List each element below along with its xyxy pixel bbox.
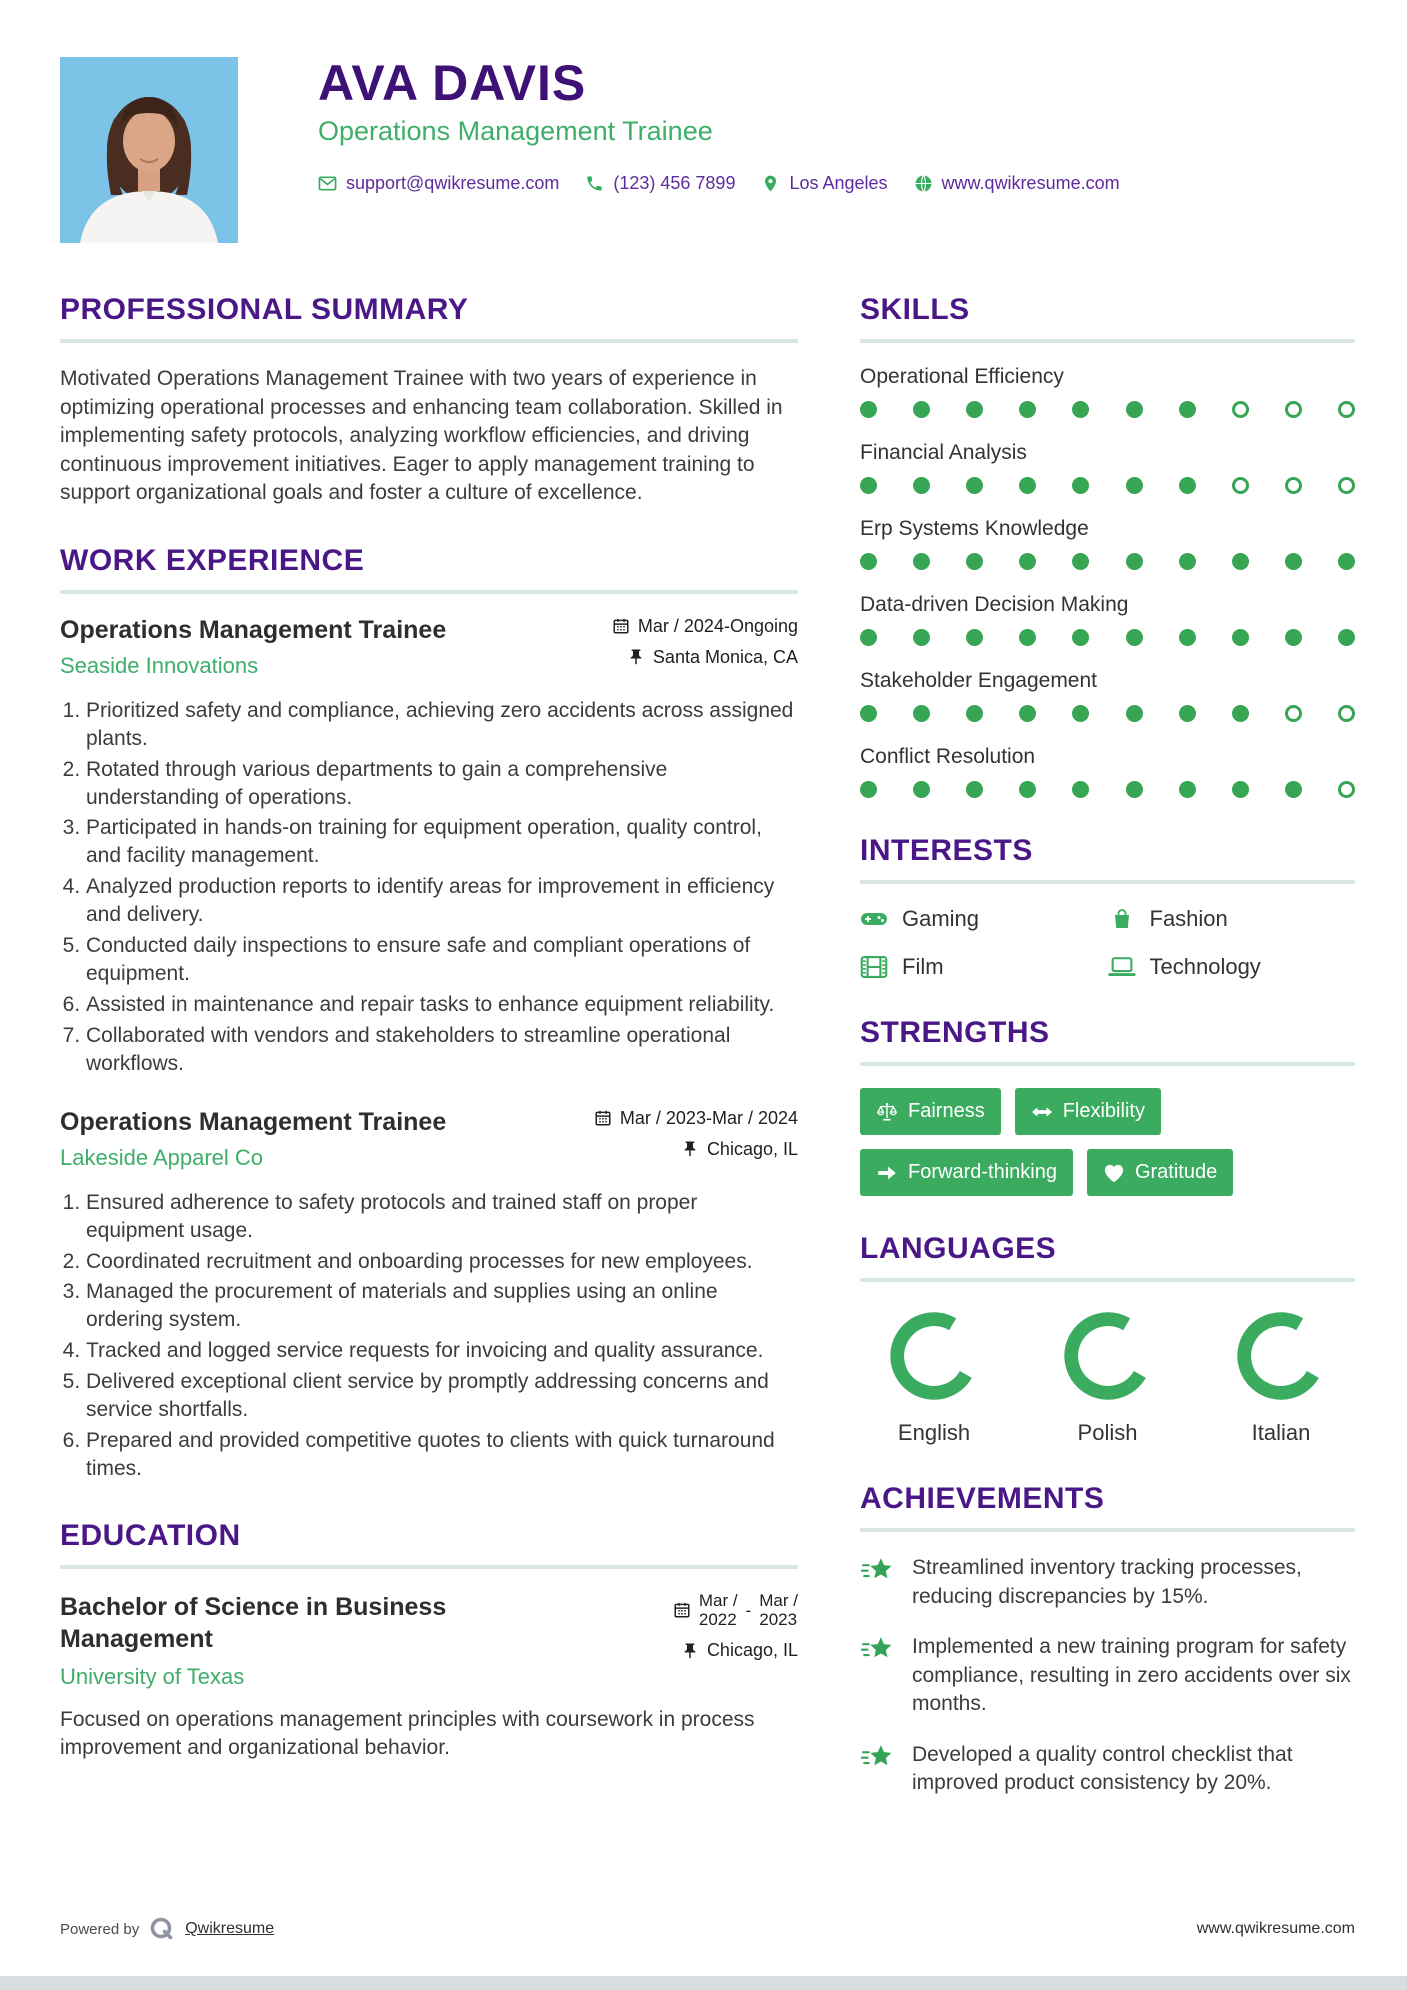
laptop-icon (1108, 955, 1136, 979)
gamepad-icon (860, 907, 888, 931)
job-bullets (60, 697, 798, 1078)
left-column (60, 293, 798, 1834)
job-location: Santa Monica, CA (652, 646, 798, 667)
rating-dot-filled (913, 781, 930, 798)
rating-dot-filled (1072, 705, 1089, 722)
languages-list (860, 1304, 1355, 1446)
skill-name: Operational Efficiency (860, 365, 1064, 388)
skill-name: Conflict Resolution (860, 745, 1036, 768)
rating-dot-filled (1019, 553, 1036, 570)
skill-rating (860, 401, 1355, 418)
job-entry (60, 616, 798, 1078)
job-bullet: 5. Conducted daily inspections to ensure safe and compliant operations of equipment. (86, 932, 798, 988)
bottom-strip (0, 1976, 1407, 1990)
achievement-text: Implemented a new training program for safety compliance, resulting in zero accidents over six months. (912, 1635, 1351, 1716)
rating-dot-filled (1126, 629, 1143, 646)
contact-phone (585, 173, 735, 194)
rating-dot-filled (1232, 705, 1249, 722)
language-label: Italian (1251, 1420, 1311, 1445)
education-date-end: Mar / 2023 (759, 1590, 798, 1630)
globe-icon (914, 174, 933, 193)
education-degree: Bachelor of Science in Business Management (60, 1592, 447, 1654)
job-title: Operations Management Trainee (60, 615, 447, 644)
section-interests (860, 834, 1355, 980)
film-icon (860, 955, 888, 979)
section-skills (860, 293, 1355, 798)
rating-dot-filled (966, 705, 983, 722)
phone-icon (585, 174, 604, 193)
rating-dot-filled (966, 477, 983, 494)
rating-dot-filled (1072, 401, 1089, 418)
job-bullets (60, 1189, 798, 1483)
rating-dot-filled (1019, 705, 1036, 722)
interest-label: Technology (1149, 954, 1261, 979)
summary-text: Motivated Operations Management Trainee with two years of experience in optimizing operational processes and enhancing team collaboration. Skilled in implementing safety protocols, analyzing workflow efficiencies, and driving continuous improvement initiatives. Eager to apply management training to support organizational goals and foster a culture of excellence. (60, 367, 783, 505)
achievement-text: Streamlined inventory tracking processes, reducing discrepancies by 15%. (912, 1556, 1302, 1608)
pushpin-icon (681, 1642, 699, 1660)
candidate-title: Operations Management Trainee (318, 115, 713, 146)
rating-dot-empty (1285, 401, 1302, 418)
scales-icon (876, 1102, 898, 1122)
rating-dot-filled (1072, 629, 1089, 646)
contact-website (914, 173, 1120, 194)
calendar-icon (594, 1109, 612, 1127)
interests-grid (860, 906, 1355, 980)
job-location-line (594, 1139, 798, 1160)
rating-dot-filled (1179, 553, 1196, 570)
skill-row (860, 745, 1355, 798)
interest-label: Film (902, 954, 944, 979)
footer-website: www.qwikresume.com (1196, 1920, 1355, 1937)
rating-dot-empty (1285, 705, 1302, 722)
rating-dot-empty (1232, 477, 1249, 494)
rating-dot-filled (966, 629, 983, 646)
interests-heading: INTERESTS (860, 834, 1033, 867)
calendar-icon (612, 617, 630, 635)
rating-dot-filled (1019, 401, 1036, 418)
education-location-line (673, 1640, 798, 1661)
rating-dot-filled (1285, 629, 1302, 646)
rating-dot-filled (1072, 553, 1089, 570)
rating-dot-empty (1338, 477, 1355, 494)
skill-row (860, 669, 1355, 722)
rating-dot-filled (1126, 781, 1143, 798)
skill-row (860, 365, 1355, 418)
strength-label: Gratitude (1134, 1161, 1218, 1183)
rating-dot-filled (860, 553, 877, 570)
job-date: Mar / 2024-Ongoing (637, 615, 798, 636)
education-date-line (673, 1591, 798, 1630)
rating-dot-filled (966, 553, 983, 570)
job-bullet: 7. Collaborated with vendors and stakeholders to streamline operational workflows. (86, 1022, 798, 1078)
rating-dot-filled (966, 781, 983, 798)
achievement-item (860, 1741, 1355, 1798)
contact-email (318, 173, 559, 194)
strength-label: Forward-thinking (908, 1161, 1057, 1183)
powered-by (60, 1916, 274, 1942)
rating-dot-filled (1232, 553, 1249, 570)
language-label: Polish (1077, 1420, 1138, 1445)
job-meta (612, 616, 798, 678)
strength-label: Flexibility (1062, 1100, 1145, 1122)
rating-dot-filled (1285, 781, 1302, 798)
section-divider (860, 1528, 1355, 1532)
rating-dot-filled (1232, 629, 1249, 646)
rating-dot-empty (1338, 781, 1355, 798)
job-title: Operations Management Trainee (60, 1107, 447, 1136)
job-date: Mar / 2023-Mar / 2024 (619, 1107, 798, 1128)
shooting-star-icon (860, 1556, 896, 1586)
rating-dot-empty (1338, 705, 1355, 722)
main-columns (0, 253, 1407, 1834)
skill-rating (860, 781, 1355, 798)
language-level-ring (1062, 1310, 1154, 1402)
shooting-star-icon (860, 1635, 896, 1665)
strengths-list (860, 1088, 1290, 1196)
interest-item (860, 906, 1108, 932)
job-bullet: 1. Ensured adherence to safety protocols and trained staff on proper equipment usage. (86, 1189, 798, 1245)
interest-label: Fashion (1149, 906, 1228, 931)
powered-by-label: Powered by (60, 1920, 140, 1938)
skills-heading: SKILLS (860, 293, 970, 326)
job-bullet: 3. Managed the procurement of materials and supplies using an online ordering system. (86, 1278, 798, 1334)
skill-name: Stakeholder Engagement (860, 669, 1097, 692)
skill-rating (860, 553, 1355, 570)
section-divider (860, 1278, 1355, 1282)
summary-heading: PROFESSIONAL SUMMARY (60, 293, 469, 326)
strength-label: Fairness (908, 1100, 985, 1122)
strength-badge (1087, 1149, 1233, 1196)
profile-photo (60, 57, 238, 243)
section-divider (60, 590, 798, 594)
contact-location-text: Los Angeles (789, 172, 888, 193)
rating-dot-filled (1338, 553, 1355, 570)
job-bullet: 5. Delivered exceptional client service by promptly addressing concerns and service shortfalls. (86, 1368, 798, 1424)
shooting-star-icon (860, 1743, 896, 1773)
job-bullet: 2. Coordinated recruitment and onboarding processes for new employees. (86, 1248, 798, 1276)
skill-row (860, 441, 1355, 494)
calendar-icon (673, 1601, 691, 1619)
contact-phone-text[interactable]: (123) 456 7899 (613, 172, 736, 193)
section-achievements (860, 1482, 1355, 1798)
pushpin-icon (681, 1140, 699, 1158)
rating-dot-filled (913, 401, 930, 418)
rating-dot-filled (860, 401, 877, 418)
rating-dot-filled (1285, 553, 1302, 570)
job-date-line (612, 616, 798, 637)
shopping-bag-icon (1108, 907, 1136, 931)
education-location: Chicago, IL (706, 1640, 798, 1661)
skill-name: Data-driven Decision Making (860, 593, 1129, 616)
rating-dot-filled (1019, 781, 1036, 798)
right-column (860, 293, 1355, 1834)
rating-dot-filled (1179, 781, 1196, 798)
rating-dot-empty (1232, 401, 1249, 418)
rating-dot-filled (1232, 781, 1249, 798)
qwikresume-link[interactable]: Qwikresume (185, 1920, 275, 1937)
rating-dot-filled (1072, 477, 1089, 494)
rating-dot-filled (860, 629, 877, 646)
interest-label: Gaming (902, 906, 980, 931)
section-divider (860, 339, 1355, 343)
job-bullet: 1. Prioritized safety and compliance, achieving zero accidents across assigned plants. (86, 697, 798, 753)
candidate-name: AVA DAVIS (318, 55, 587, 111)
header-text (318, 57, 1355, 194)
rating-dot-filled (1179, 705, 1196, 722)
rating-dot-filled (860, 781, 877, 798)
envelope-icon (318, 174, 337, 193)
rating-dot-filled (1126, 553, 1143, 570)
skill-rating (860, 705, 1355, 722)
language-label: English (897, 1420, 971, 1445)
job-bullet: 4. Tracked and logged service requests for invoicing and quality assurance. (86, 1337, 798, 1365)
language-level-ring (888, 1310, 980, 1402)
qwikresume-logo-icon (149, 1916, 175, 1942)
rating-dot-empty (1285, 477, 1302, 494)
education-meta (673, 1591, 798, 1671)
work-heading: WORK EXPERIENCE (60, 543, 365, 577)
contact-location (761, 173, 887, 194)
achievements-list (860, 1554, 1355, 1798)
skill-rating (860, 477, 1355, 494)
strengths-heading: STRENGTHS (860, 1016, 1050, 1049)
rating-dot-filled (1072, 781, 1089, 798)
section-divider (60, 339, 798, 343)
section-work-experience (60, 544, 798, 1483)
job-bullet: 6. Assisted in maintenance and repair tasks to enhance equipment reliability. (86, 991, 798, 1019)
skills-list (860, 365, 1355, 798)
rating-dot-filled (1019, 629, 1036, 646)
rating-dot-filled (860, 705, 877, 722)
skill-row (860, 517, 1355, 570)
job-bullet: 2. Rotated through various departments to gain a comprehensive understanding of operations. (86, 756, 798, 812)
job-bullet: 3. Participated in hands-on training for equipment operation, quality control, and facility management. (86, 814, 798, 870)
education-heading: EDUCATION (60, 1518, 241, 1552)
section-languages (860, 1232, 1355, 1446)
achievement-item (860, 1554, 1355, 1611)
skill-row (860, 593, 1355, 646)
job-bullet: 4. Analyzed production reports to identify areas for improvement in efficiency and delivery. (86, 873, 798, 929)
language-item (1221, 1310, 1341, 1446)
education-date-start: Mar / 2022 (698, 1590, 738, 1630)
job-meta (594, 1108, 798, 1170)
language-item (1048, 1310, 1168, 1446)
job-entry (60, 1108, 798, 1483)
rating-dot-filled (1019, 477, 1036, 494)
interest-item (1108, 906, 1356, 932)
rating-dot-filled (913, 553, 930, 570)
arrow-right-icon (876, 1163, 898, 1183)
education-description: Focused on operations management principles with coursework in process improvement and organizational behavior. (60, 1707, 755, 1760)
section-divider (860, 880, 1355, 884)
rating-dot-filled (913, 629, 930, 646)
education-date-separator: - (745, 1600, 752, 1620)
section-summary (60, 293, 798, 508)
rating-dot-filled (860, 477, 877, 494)
skill-rating (860, 629, 1355, 646)
achievement-item (860, 1633, 1355, 1719)
rating-dot-empty (1338, 401, 1355, 418)
job-date-line (594, 1108, 798, 1129)
section-education (60, 1519, 798, 1763)
rating-dot-filled (1179, 477, 1196, 494)
rating-dot-filled (913, 477, 930, 494)
rating-dot-filled (1126, 401, 1143, 418)
section-strengths (860, 1016, 1355, 1196)
strength-badge (1015, 1088, 1161, 1135)
rating-dot-filled (1126, 477, 1143, 494)
achievement-text: Developed a quality control checklist that improved product consistency by 20%. (912, 1742, 1293, 1795)
skill-name: Erp Systems Knowledge (860, 517, 1089, 540)
rating-dot-filled (1179, 629, 1196, 646)
contact-website-text[interactable]: www.qwikresume.com (941, 172, 1120, 193)
interest-item (1108, 954, 1356, 980)
map-pin-icon (761, 174, 780, 193)
rating-dot-filled (1126, 705, 1143, 722)
job-location-line (612, 647, 798, 668)
rating-dot-filled (966, 401, 983, 418)
rating-dot-filled (1338, 629, 1355, 646)
section-divider (860, 1062, 1355, 1066)
pushpin-icon (627, 648, 645, 666)
interest-item (860, 954, 1108, 980)
job-company: Lakeside Apparel Co (60, 1144, 264, 1170)
jobs-container (60, 616, 798, 1483)
heart-icon (1103, 1163, 1125, 1183)
languages-heading: LANGUAGES (860, 1232, 1057, 1265)
job-location: Chicago, IL (706, 1138, 798, 1159)
header (0, 0, 1407, 253)
job-bullet: 6. Prepared and provided competitive quotes to clients with quick turnaround times. (86, 1427, 798, 1483)
education-school: University of Texas (60, 1663, 245, 1689)
footer (0, 1916, 1407, 1942)
education-entry (60, 1591, 798, 1690)
strength-badge (860, 1088, 1001, 1135)
language-item (874, 1310, 994, 1446)
contact-row (318, 173, 1355, 194)
achievements-heading: ACHIEVEMENTS (860, 1482, 1105, 1515)
arrows-lr-icon (1031, 1102, 1053, 1122)
skill-name: Financial Analysis (860, 441, 1027, 464)
rating-dot-filled (913, 705, 930, 722)
language-level-ring (1235, 1310, 1327, 1402)
section-divider (60, 1565, 798, 1569)
strength-badge (860, 1149, 1073, 1196)
rating-dot-filled (1179, 401, 1196, 418)
contact-email-text[interactable]: support@qwikresume.com (346, 172, 560, 193)
job-company: Seaside Innovations (60, 652, 259, 678)
